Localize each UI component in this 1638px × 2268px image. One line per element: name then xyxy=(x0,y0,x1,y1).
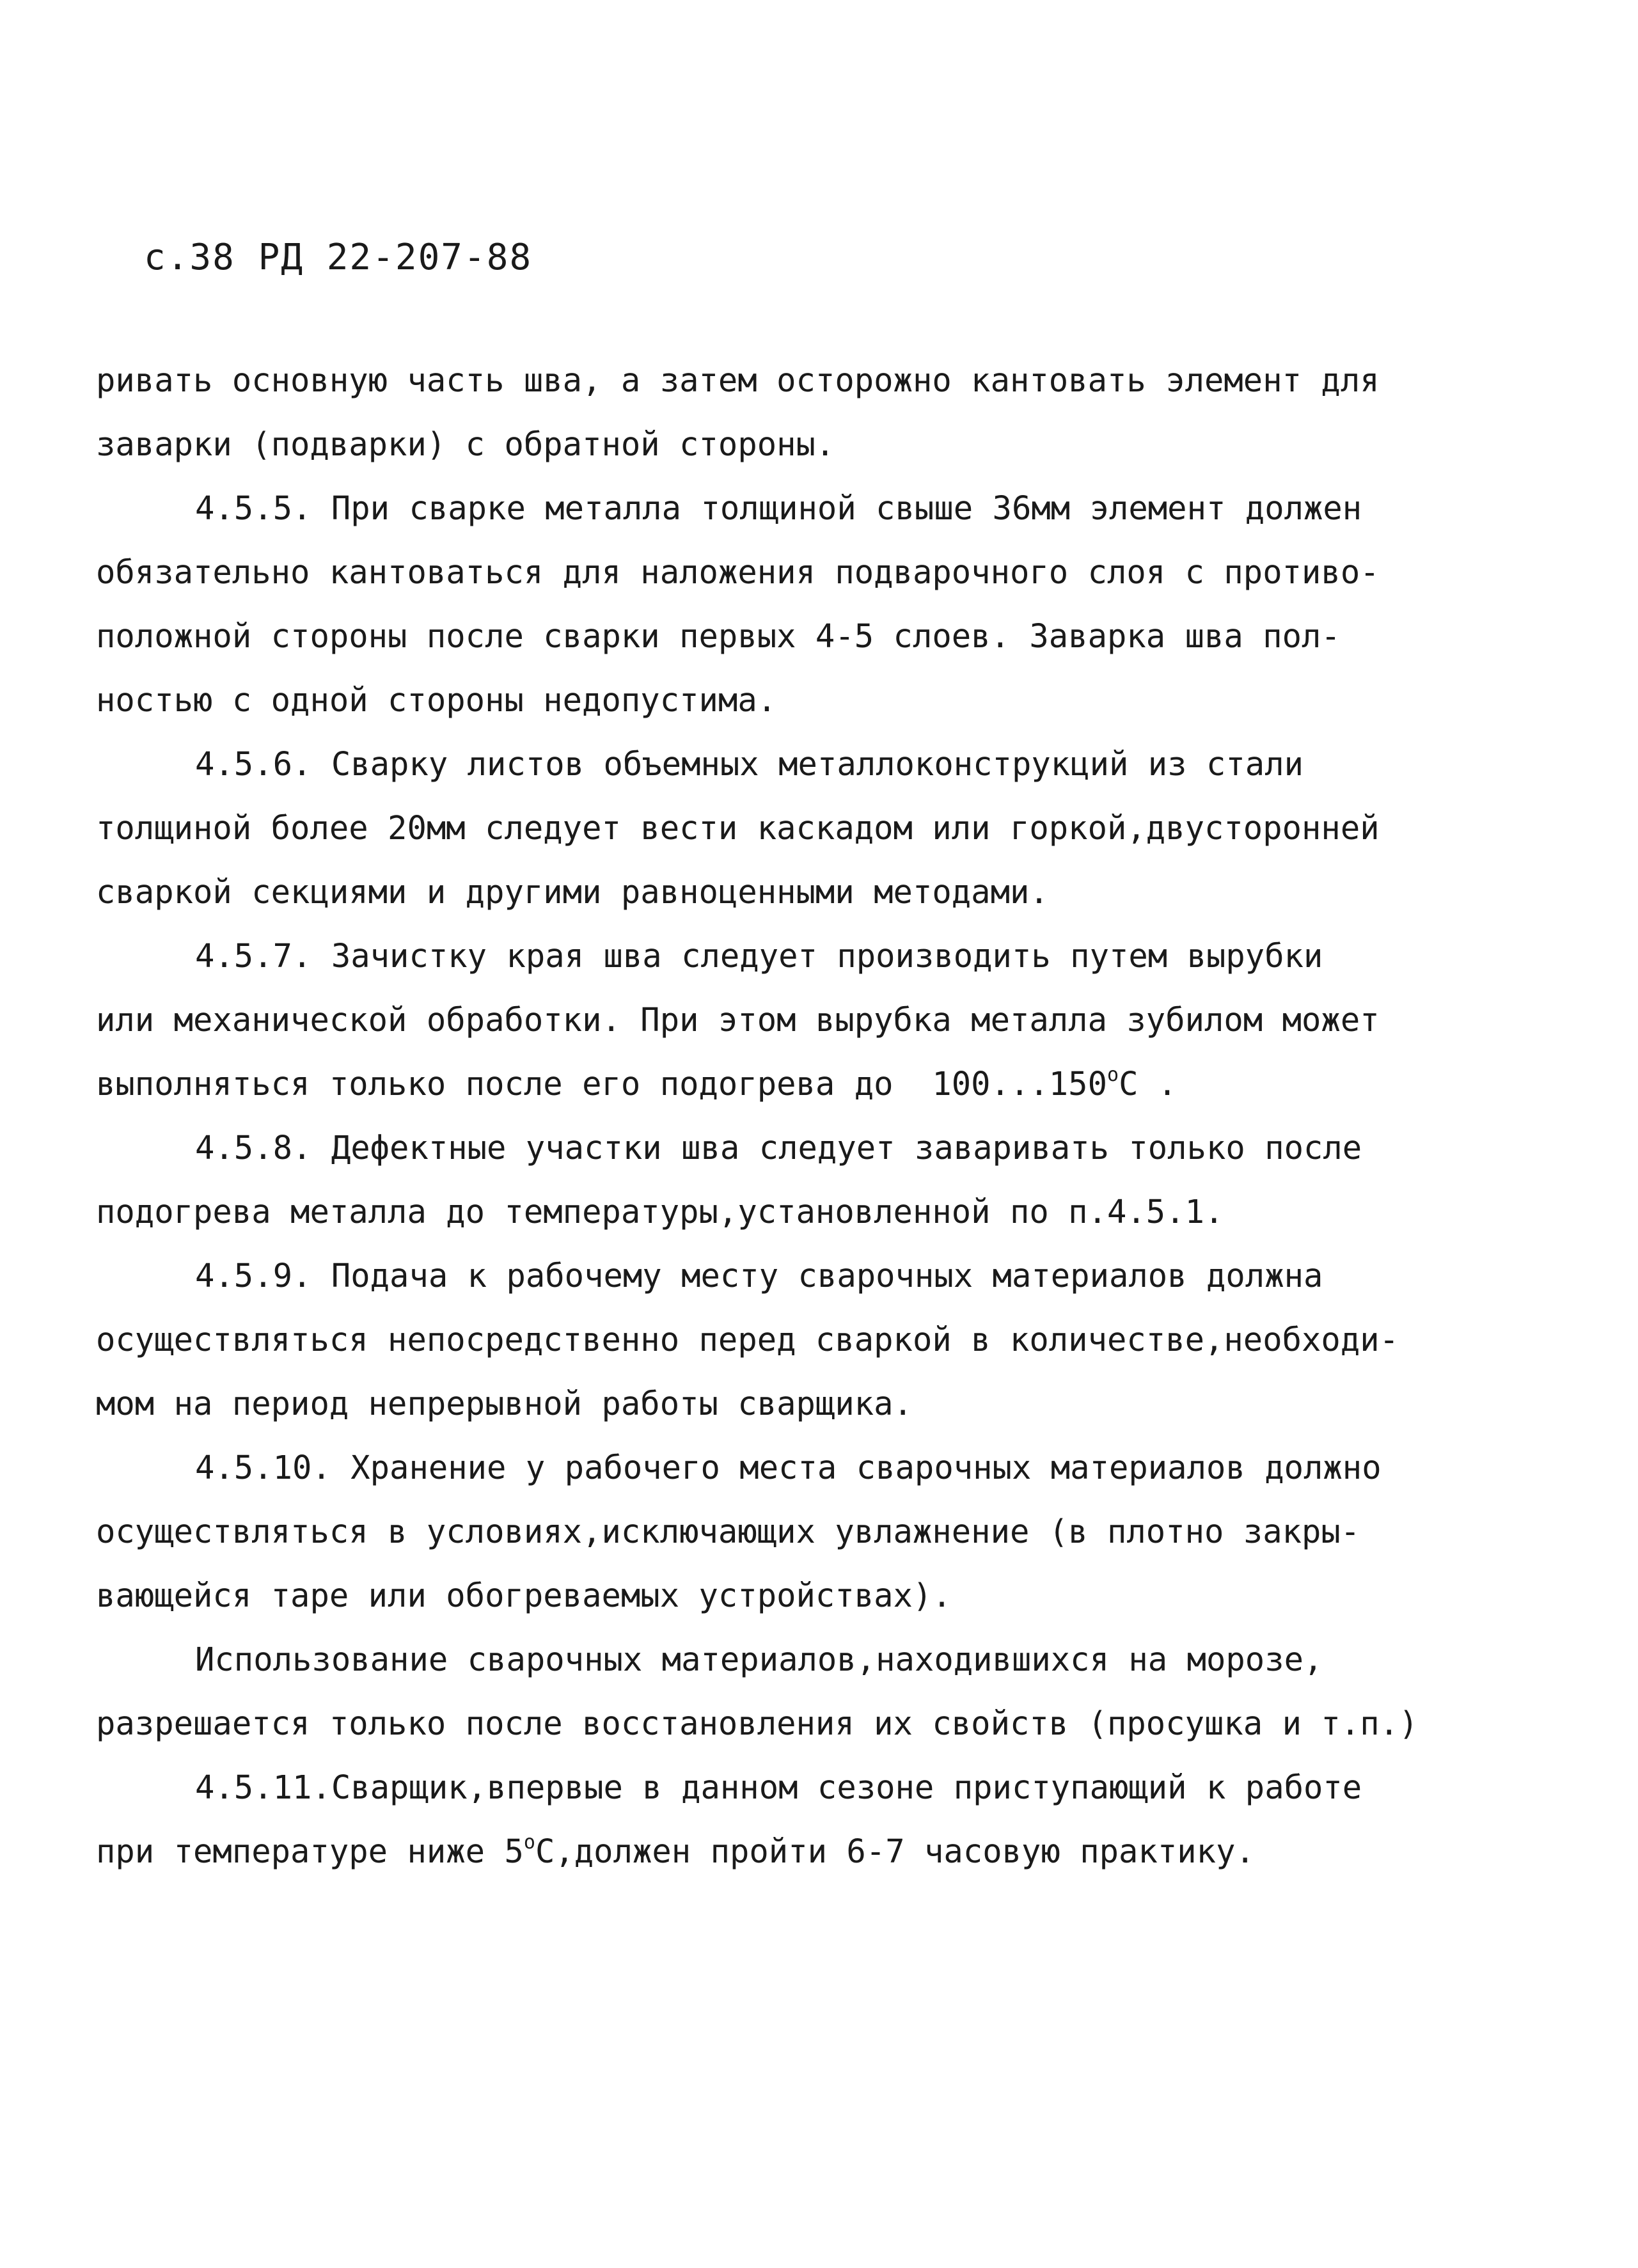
text-line: 4.5.9. Подача к рабочему месту сварочных материалов должна xyxy=(195,1257,1323,1295)
text-segment: С,должен пройти 6-7 часовую практику. xyxy=(535,1832,1255,1870)
text-line: 4.5.10. Хранение у рабочего места сварочных материалов должно xyxy=(195,1449,1382,1486)
text-line: обязательно кантоваться для наложения подварочного слоя с противо- xyxy=(96,553,1380,591)
text-line: 4.5.11.Сварщик,впервые в данном сезоне приступающий к работе xyxy=(195,1768,1362,1806)
text-line: 4.5.8. Дефектные участки шва следует заваривать только после xyxy=(195,1129,1362,1167)
text-line-with-superscript xyxy=(96,1820,1541,1884)
text-segment: при температуре ниже 5 xyxy=(96,1832,524,1870)
text-line: 4.5.5. При сварке металла толщиной свыше 36мм элемент должен xyxy=(195,489,1362,527)
text-line: подогрева металла до температуры,установленной по п.4.5.1. xyxy=(96,1193,1224,1231)
text-line: заварки (подварки) с обратной стороны. xyxy=(96,425,835,463)
text-line-with-superscript xyxy=(96,1052,1541,1116)
text-segment: выполняться только после его подогрева до 100...150 xyxy=(96,1065,1107,1103)
text-line: разрешается только после восстановления их свойств (просушка и т.п.) xyxy=(96,1705,1419,1742)
text-line: толщиной более 20мм следует вести каскадом или горкой,двусторонней xyxy=(96,809,1380,847)
text-line: или механической обработки. При этом вырубка металла зубилом может xyxy=(96,1001,1380,1039)
text-line: вающейся таре или обогреваемых устройствах). xyxy=(96,1577,952,1614)
text-line: ривать основную часть шва, а затем осторожно кантовать элемент для xyxy=(96,361,1380,399)
degree-superscript: о xyxy=(523,1831,535,1854)
text-line: 4.5.6. Сварку листов объемных металлоконструкций из стали xyxy=(195,745,1304,783)
text-line: сваркой секциями и другими равноценными методами. xyxy=(96,873,1049,911)
text-line: ностью с одной стороны недопустима. xyxy=(96,681,777,719)
text-segment: С . xyxy=(1119,1065,1177,1103)
text-line: осуществляться в условиях,исключающих увлажнение (в плотно закры- xyxy=(96,1513,1360,1550)
text-line: положной стороны после сварки первых 4-5 слоев. Заварка шва пол- xyxy=(96,617,1341,655)
degree-superscript: о xyxy=(1107,1064,1119,1086)
document-body xyxy=(96,349,1541,1884)
text-line: 4.5.7. Зачистку края шва следует производить путем вырубки xyxy=(195,937,1323,975)
text-line: Использование сварочных материалов,находившихся на морозе, xyxy=(195,1641,1323,1678)
page-header: с.38 РД 22-207-88 xyxy=(144,237,533,278)
text-line: мом на период непрерывной работы сварщика. xyxy=(96,1385,913,1422)
text-line: осуществляться непосредственно перед сваркой в количестве,необходи- xyxy=(96,1321,1399,1358)
